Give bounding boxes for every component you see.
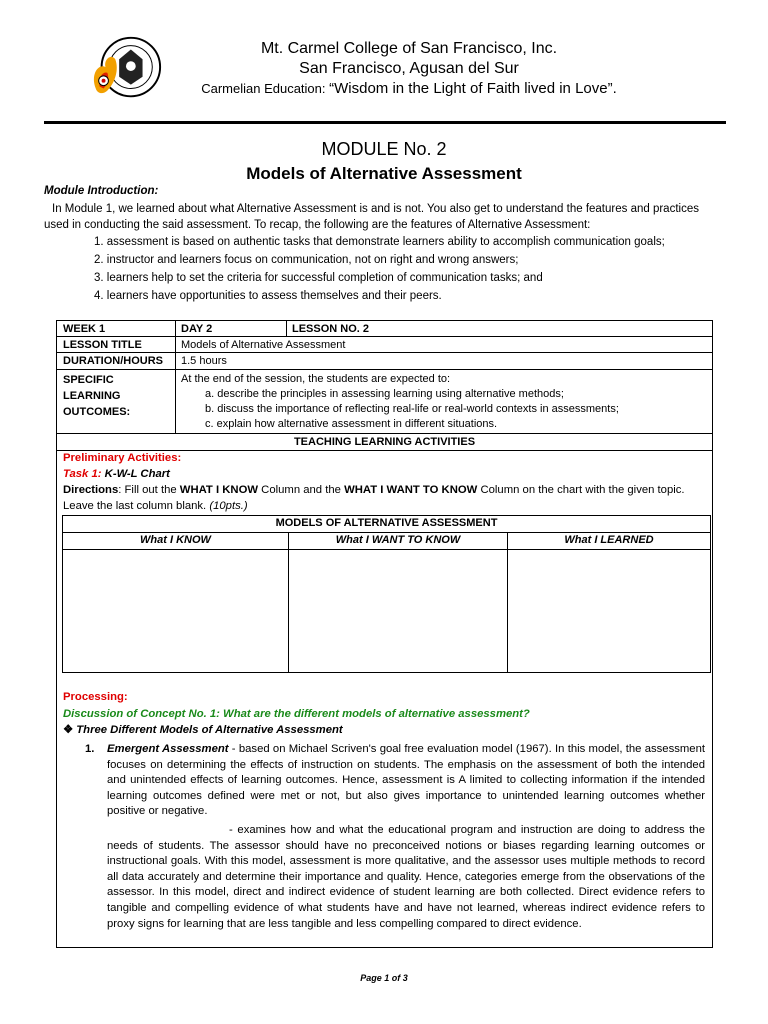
bullet-icon: ❖ xyxy=(63,724,74,736)
models-subheading-text: Three Different Models of Alternative Assessment xyxy=(76,724,343,736)
kwl-title: MODELS OF ALTERNATIVE ASSESSMENT xyxy=(275,517,498,529)
kwl-chart xyxy=(62,515,711,673)
motto: “Wisdom in the Light of Faith lived in Love”. xyxy=(329,80,617,97)
feature-item: 1. assessment is based on authentic tasks that demonstrate learners ability to accomplish communication goals; xyxy=(94,236,665,248)
directions xyxy=(63,483,708,514)
model-description-paragraph: - examines how and what the educational program and instruction are doing to address the needs of students. The assessor should have no preconceived notions or biases regarding learning outcomes or instructional goals. With this model, assessment is more qualitative, and the assessor uses multiple methods to record all data accurately and determine their importance and quality. Hence, categories emerge from the observations of the assessor. In this model, direct and indirect evidence of student learning are both collected. Direct evidence refers to tangible and compelling evidence of what students have and have not learned, whereas indirect evidence refers to proxy signs for learning that are less tangible and less compelling compared to direct evidence. xyxy=(107,824,705,930)
directions-text: : Fill out the xyxy=(118,484,180,496)
lesson-number: LESSON NO. 2 xyxy=(292,323,370,335)
activities-heading: TEACHING LEARNING ACTIVITIES xyxy=(293,436,476,448)
tagline-label: Carmelian Education: xyxy=(201,81,330,96)
discussion-heading: Discussion of Concept No. 1: What are the different models of alternative assessment? xyxy=(63,708,530,720)
intro-paragraph: In Module 1, we learned about what Alternative Assessment is and is not. You also get to understand the features and practices used in conducting the said assessment. To recap, the following are the features of Alternative Assessment: xyxy=(44,203,699,231)
col-divider xyxy=(175,321,176,433)
kwl-col-learned: What I LEARNED xyxy=(564,534,654,546)
item-number: 1. xyxy=(85,743,95,755)
outcomes-list xyxy=(181,372,619,432)
row-divider xyxy=(57,352,712,353)
kwl-divider xyxy=(63,532,710,533)
directions-col1: WHAT I KNOW xyxy=(179,484,259,496)
module-number: MODULE No. 2 xyxy=(321,139,447,159)
lesson-table xyxy=(56,320,713,948)
feature-item: 4. learners have opportunities to assess themselves and their peers. xyxy=(94,290,442,302)
header-divider xyxy=(44,121,726,124)
emergent-assessment-term: Emergent Assessment xyxy=(107,743,229,755)
page-number: Page 1 of 3 xyxy=(360,973,408,983)
directions-points: (10pts.) xyxy=(209,499,248,512)
directions-text: Column and the xyxy=(258,484,345,496)
kwl-col-want: What I WANT TO KNOW xyxy=(335,534,461,546)
directions-text: Column on the chart with the given topic. xyxy=(477,484,685,496)
row-divider xyxy=(57,336,712,337)
outcomes-label-line: OUTCOMES: xyxy=(63,406,131,418)
tagline xyxy=(0,80,768,97)
day-label: DAY 2 xyxy=(181,323,213,335)
row-divider xyxy=(57,433,712,434)
outcomes-label-line: LEARNING xyxy=(63,390,121,402)
task-title xyxy=(63,467,170,483)
directions-line2: Leave the last column blank. xyxy=(63,499,210,512)
feature-item: 3. learners help to set the criteria for successful completion of communication tasks; and xyxy=(94,272,543,284)
col-divider xyxy=(286,321,287,336)
kwl-col-know: What I KNOW xyxy=(140,534,211,546)
processing-heading: Processing: xyxy=(63,691,128,703)
outcomes-intro: At the end of the session, the students are expected to: xyxy=(181,373,451,385)
lesson-title-value: Models of Alternative Assessment xyxy=(181,339,346,351)
college-location: San Francisco, Agusan del Sur xyxy=(299,60,519,77)
feature-item: 2. instructor and learners focus on communication, not on right and wrong answers; xyxy=(94,254,519,266)
lesson-title-label: LESSON TITLE xyxy=(63,339,142,351)
outcomes-label-line: SPECIFIC xyxy=(63,374,114,386)
week-label: WEEK 1 xyxy=(63,323,106,335)
directions-col2: WHAT I WANT TO KNOW xyxy=(344,484,478,496)
outcome-item: a. describe the principles in assessing learning using alternative methods; xyxy=(205,388,564,400)
preliminary-heading: Preliminary Activities: xyxy=(63,452,182,464)
duration-label: DURATION/HOURS xyxy=(63,355,164,367)
task-label: Task 1: xyxy=(63,468,102,480)
intro-heading: Module Introduction: xyxy=(44,185,159,197)
college-name: Mt. Carmel College of San Francisco, Inc. xyxy=(260,40,558,57)
module-title: Models of Alternative Assessment xyxy=(246,164,522,183)
task-name: K-W-L Chart xyxy=(101,468,170,480)
emergent-assessment-paragraph xyxy=(107,742,705,820)
outcome-item: c. explain how alternative assessment in different situations. xyxy=(205,418,498,430)
kwl-col-divider xyxy=(288,532,289,673)
duration-value: 1.5 hours xyxy=(181,355,227,367)
kwl-divider xyxy=(63,549,710,550)
directions-label: Directions xyxy=(63,484,119,496)
models-subheading xyxy=(63,723,343,739)
outcome-item: b. discuss the importance of reflecting real-life or real-world contexts in assessments; xyxy=(205,403,619,415)
kwl-col-divider xyxy=(507,532,508,673)
row-divider xyxy=(57,369,712,370)
outcomes-label xyxy=(63,372,130,420)
emergent-assessment-text: - based on Michael Scriven's goal free evaluation model (1967). In this model, the assessment focuses on determining the effects of instruction on students. The emphasis on the assessment of both the intended and unintended effects of learning outcomes. Hence, assessment is A limited to collecting information if the intended learning outcomes defined were met or not, but also gives importance to unintended learning outcomes whether positive or negative. xyxy=(107,743,705,818)
